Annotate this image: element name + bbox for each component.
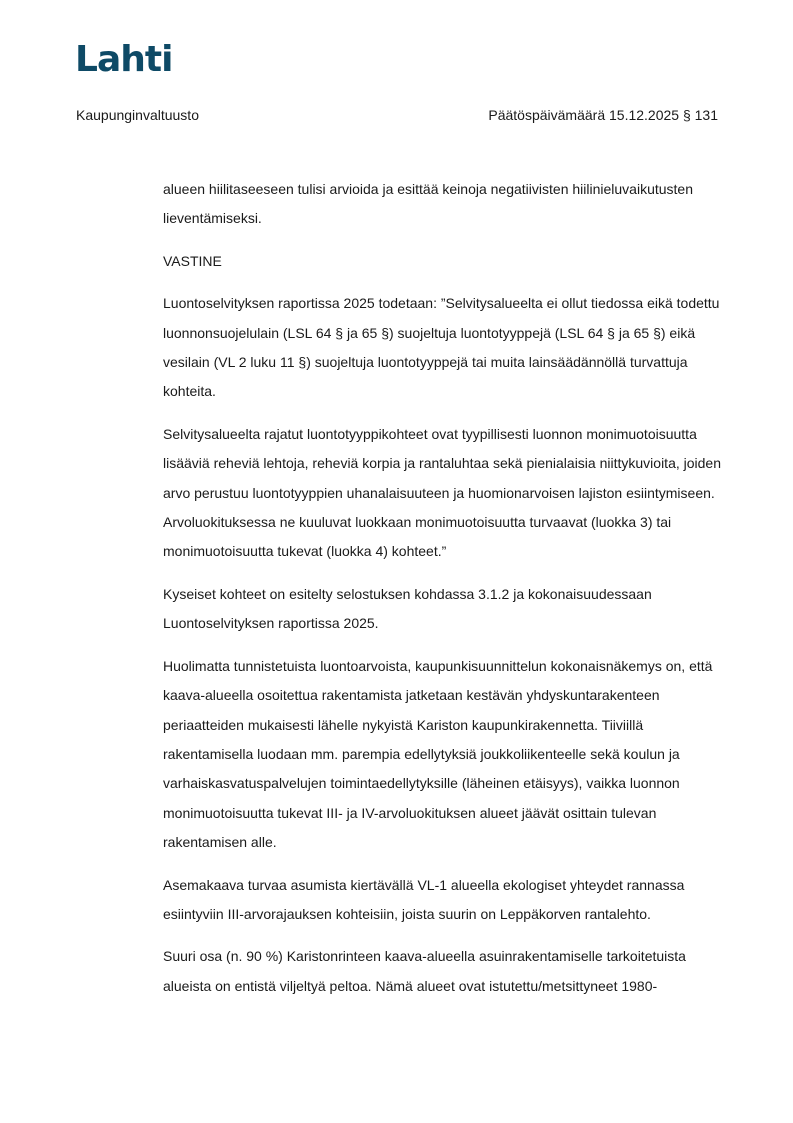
paragraph: Suuri osa (n. 90 %) Karistonrinteen kaava-alueella asuinrakentamiselle tarkoitetuista alueista on entistä viljeltyä peltoa. Nämä alueet ovat istutettu/metsittyneet 1980- [163, 948, 686, 994]
organ-name: Kaupunginvaltuusto [76, 107, 199, 123]
decision-date: Päätöspäivämäärä 15.12.2025 § 131 [488, 107, 718, 123]
paragraph: alueen hiilitaseeseen tulisi arvioida ja esittää keinoja negatiivisten hiilinieluvaikutusten lieventämiseksi. [163, 181, 693, 227]
paragraph: Huolimatta tunnistetuista luontoarvoista, kaupunkisuunnittelun kokonaisnäkemys on, että kaava-alueella osoitettua rakentamista jatketaan kestävän yhdyskuntarakenteen periaatteiden mukaisesti lähelle nykyistä Kariston kaupunkirakennetta. Tiiviillä rakentamisella luodaan mm. parempia edellytyksiä joukkoliikenteelle sekä koulun ja varhaiskasvatuspalvelujen toimintaedellytyksille (läheinen etäisyys), vaikka luonnon monimuotoisuutta tukevat III- ja IV-arvoluokituksen alueet jäävät osittain tulevan rakentamisen alle. [163, 657, 713, 851]
paragraph: Kyseiset kohteet on esitelty selostuksen kohdassa 3.1.2 ja kokonaisuudessaan Luontoselvityksen raportissa 2025. [163, 585, 652, 632]
paragraph: Selvitysalueelta rajatut luontotyyppikohteet ovat tyypillisesti luonnon monimuotoisuutta lisääviä reheviä lehtoja, reheviä korpia ja rantaluhtaa sekä pienialaisia niittykuvioita, joiden arvo perustuu luontotyyppien uhanalaisuuteen ja huomionarvoisen lajiston esiintymiseen. Arvoluokituksessa ne kuuluvat luokkaan monimuotoisuutta turvaavat (luokka 3) tai monimuotoisuutta tukevat (luokka 4) kohteet.” [163, 425, 721, 560]
section-heading-vastine: VASTINE [163, 252, 222, 269]
lahti-logo: Lahti [75, 39, 173, 80]
paragraph: Asemakaava turvaa asumista kiertävällä VL-1 alueella ekologiset yhteydet rannassa esiintyviin III-arvorajauksen kohteisiin, joista suurin on Leppäkorven rantalehto. [163, 876, 685, 922]
document-body [163, 175, 723, 1014]
paragraph: Luontoselvityksen raportissa 2025 todetaan: ”Selvitysalueelta ei ollut tiedossa eikä todettu luonnonsuojelulain (LSL 64 § ja 65 §) suojeltuja luontotyyppejä (LSL 64 § ja 65 §) eikä vesilain (VL 2 luku 11 §) suojeltuja luontotyyppejä tai muita lainsäädännöllä turvattuja kohteita. [163, 295, 720, 400]
